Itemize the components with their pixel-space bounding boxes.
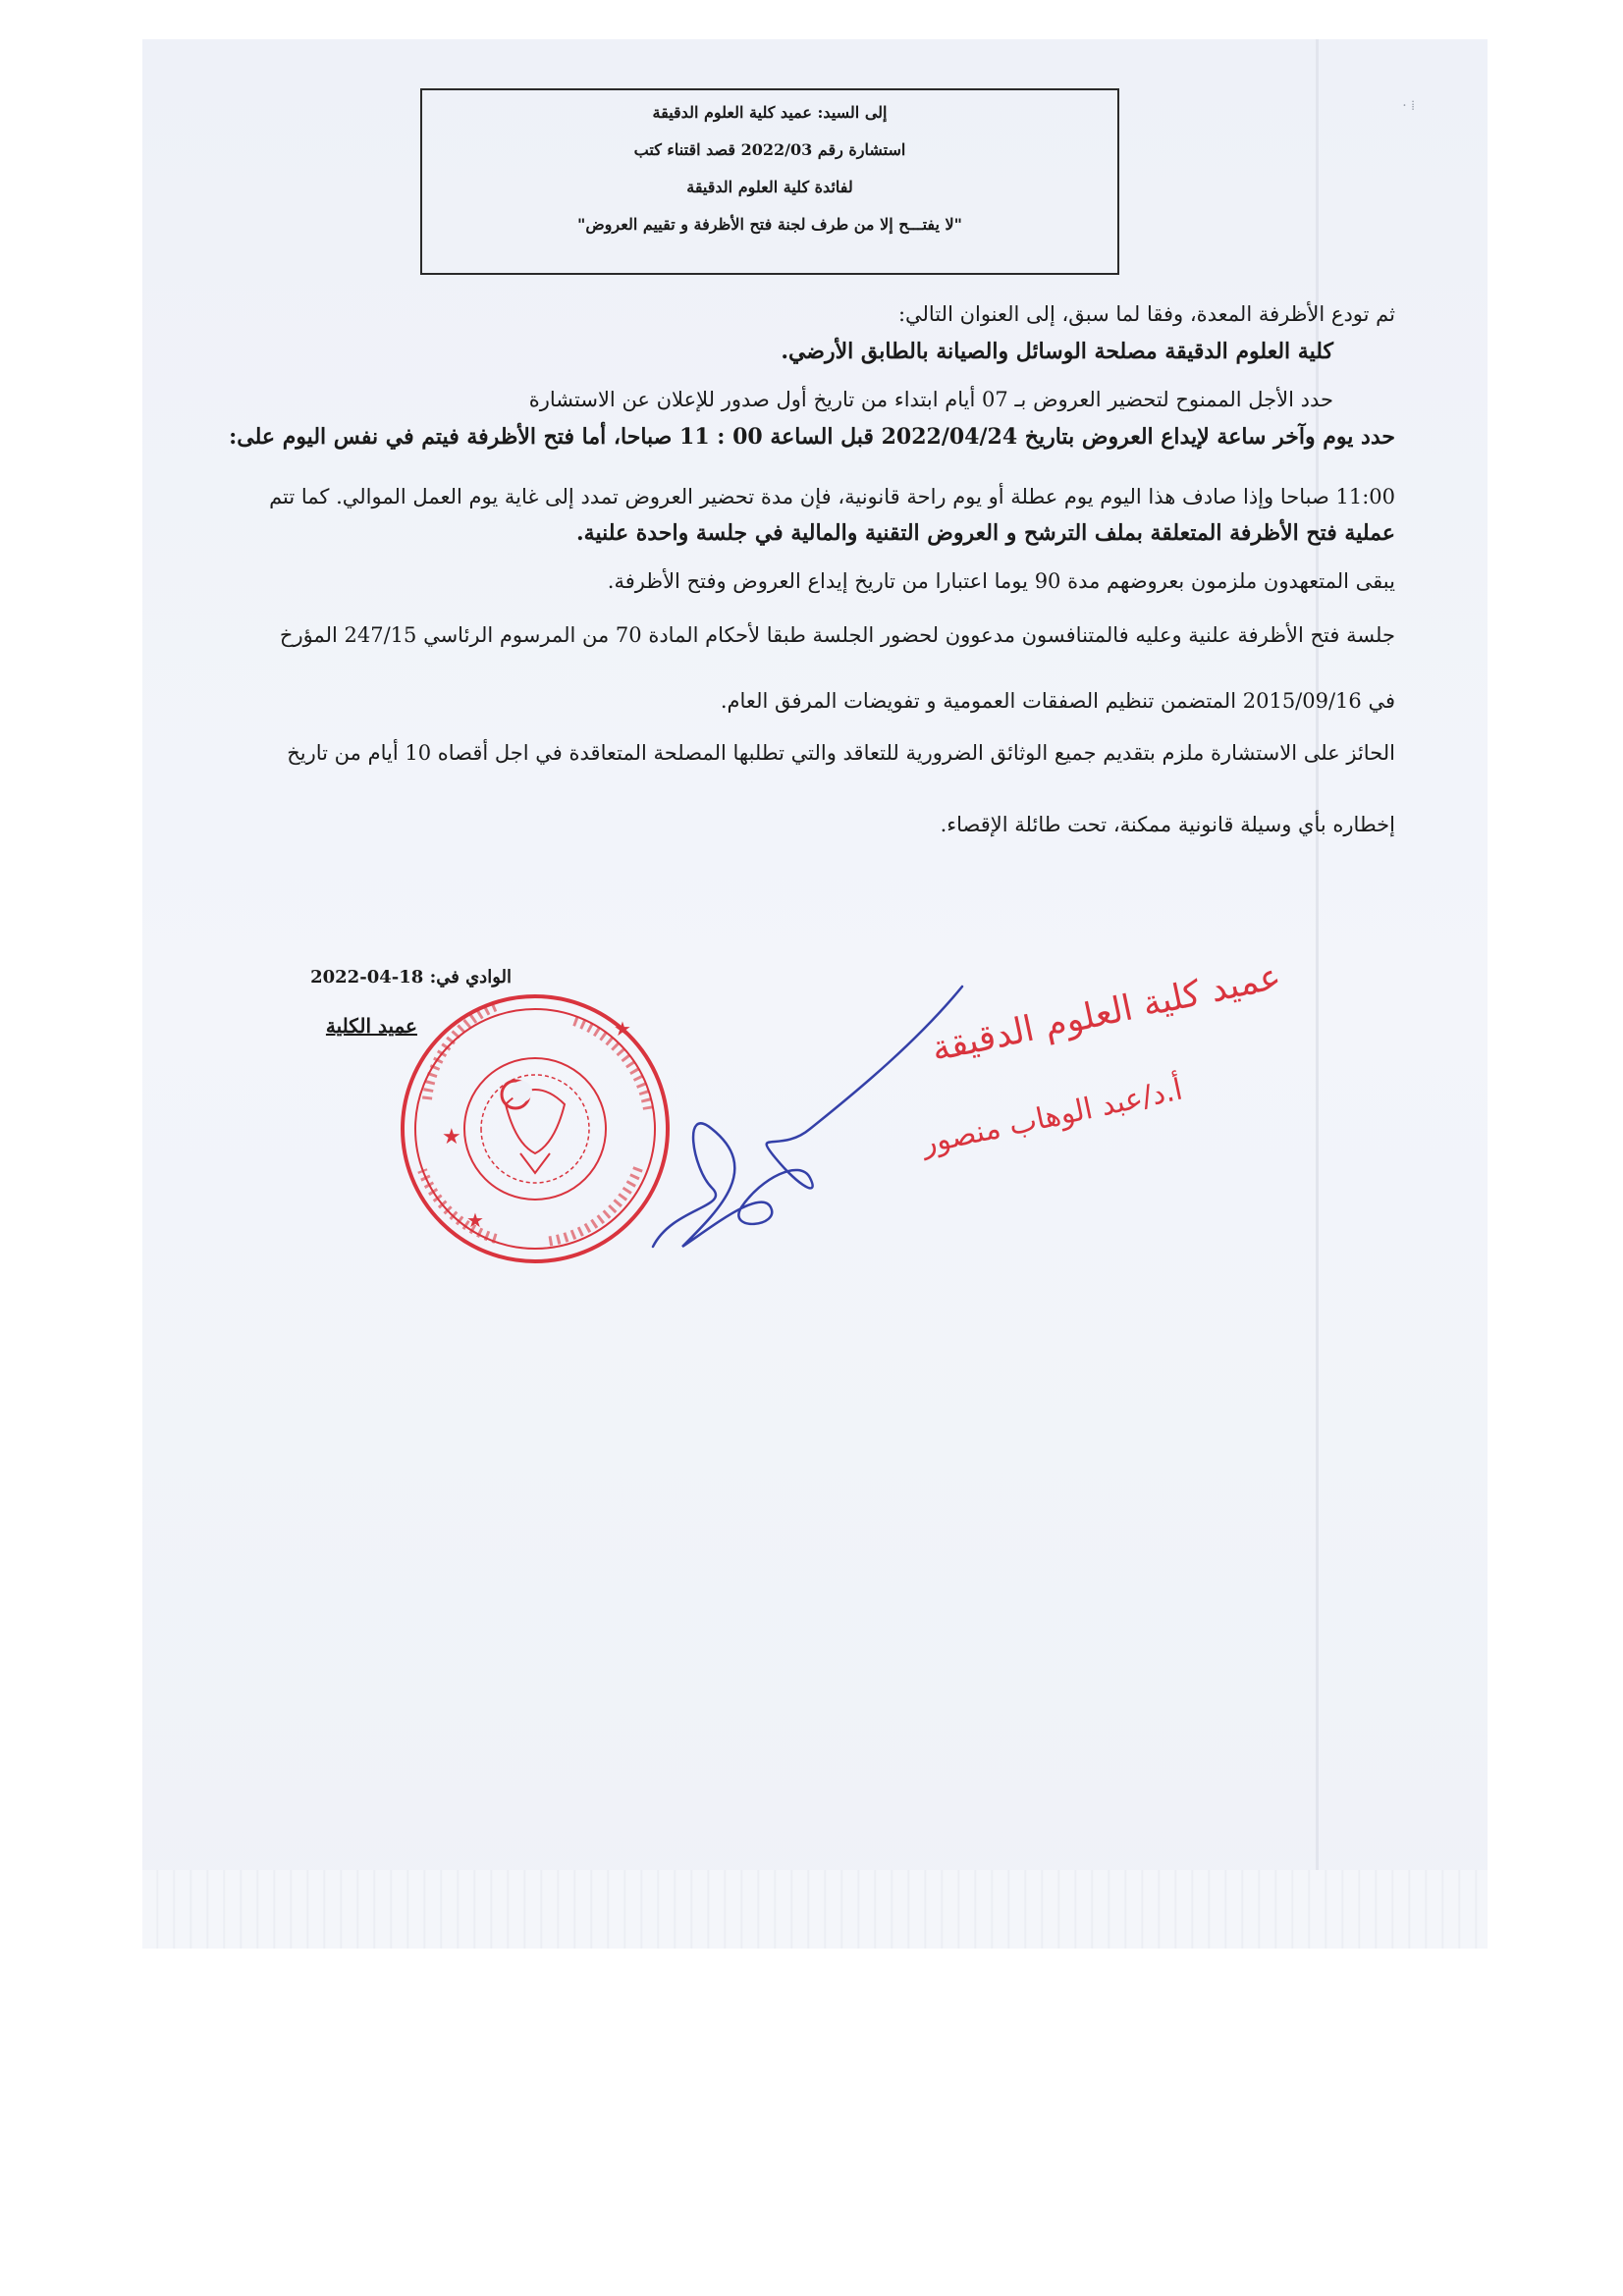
winner-line-1: الحائز على الاستشارة ملزم بتقديم جميع الوثائق الضرورية للتعاقد والتي تطلبها المصلحة المتعاقدة في اجل أقصاه 10 أيام من تاريخ xyxy=(287,741,1395,765)
svg-text:★: ★ xyxy=(442,1125,461,1149)
header-addressee: إلى السيد: عميد كلية العلوم الدقيقة xyxy=(652,103,888,122)
header-beneficiary: لفائدة كلية العلوم الدقيقة xyxy=(686,178,853,196)
scan-bottom-strip xyxy=(142,1870,1488,1949)
margin-mark: · ⁞ xyxy=(1402,98,1415,114)
validity-line: يبقى المتعهدون ملزمون بعروضهم مدة 90 يوما اعتبارا من تاريخ إيداع العروض وفتح الأظرفة. xyxy=(607,569,1395,593)
envelope-header-box xyxy=(420,88,1119,275)
place-date: الوادي في: 18-04-2022 xyxy=(310,967,512,988)
winner-line-2: إخطاره بأي وسيلة قانونية ممكنة، تحت طائلة الإقصاء. xyxy=(940,813,1395,836)
svg-text:عميد كلية العلوم الدقيقة: عميد كلية العلوم الدقيقة xyxy=(928,956,1285,1070)
svg-text:★: ★ xyxy=(614,1017,631,1041)
opening-line: عملية فتح الأظرفة المتعلقة بملف الترشح و العروض التقنية والمالية في جلسة واحدة علنية. xyxy=(575,520,1395,546)
header-notice: "لا يفتـــح إلا من طرف لجنة فتح الأظرفة و تقييم العروض" xyxy=(576,215,963,234)
public-session-line-1: جلسة فتح الأظرفة علنية وعليه فالمتنافسون مدعوون لحضور الجلسة طبقا لأحكام المادة 70 من المرسوم الرئاسي 247/15 المؤرخ xyxy=(279,623,1395,647)
holiday-line: 11:00 صباحا وإذا صادف هذا اليوم يوم عطلة أو يوم راحة قانونية، فإن مدة تحضير العروض تمدد إلى غاية يوم العمل الموالي. كما تتم xyxy=(269,485,1395,508)
signatory-title: عميد الكلية xyxy=(325,1014,417,1038)
deposit-date-line: حدد يوم وآخر ساعة لإيداع العروض بتاريخ 2022/04/24 قبل الساعة 00 : 11 صباحا، أما فتح الأظرفة فيتم في نفس اليوم على: xyxy=(229,424,1395,450)
header-consultation: استشارة رقم 2022/03 قصد اقتناء كتب xyxy=(633,140,906,159)
round-seal xyxy=(403,996,668,1261)
handwritten-signature xyxy=(653,987,962,1247)
deadline-line: حدد الأجل الممنوح لتحضير العروض بـ 07 أيام ابتداء من تاريخ أول صدور للإعلان عن الاستشارة xyxy=(528,388,1333,411)
public-session-line-2: في 2015/09/16 المتضمن تنظيم الصفقات العمومية و تفويضات المرفق العام. xyxy=(720,689,1395,713)
svg-text:أ.د/عبد الوهاب منصور: أ.د/عبد الوهاب منصور xyxy=(918,1072,1186,1161)
deposit-intro: ثم تودع الأظرفة المعدة، وفقا لما سبق، إلى العنوان التالي: xyxy=(897,302,1395,326)
deposit-address: كلية العلوم الدقيقة مصلحة الوسائل والصيانة بالطابق الأرضي. xyxy=(781,339,1333,364)
svg-text:★: ★ xyxy=(466,1208,484,1232)
